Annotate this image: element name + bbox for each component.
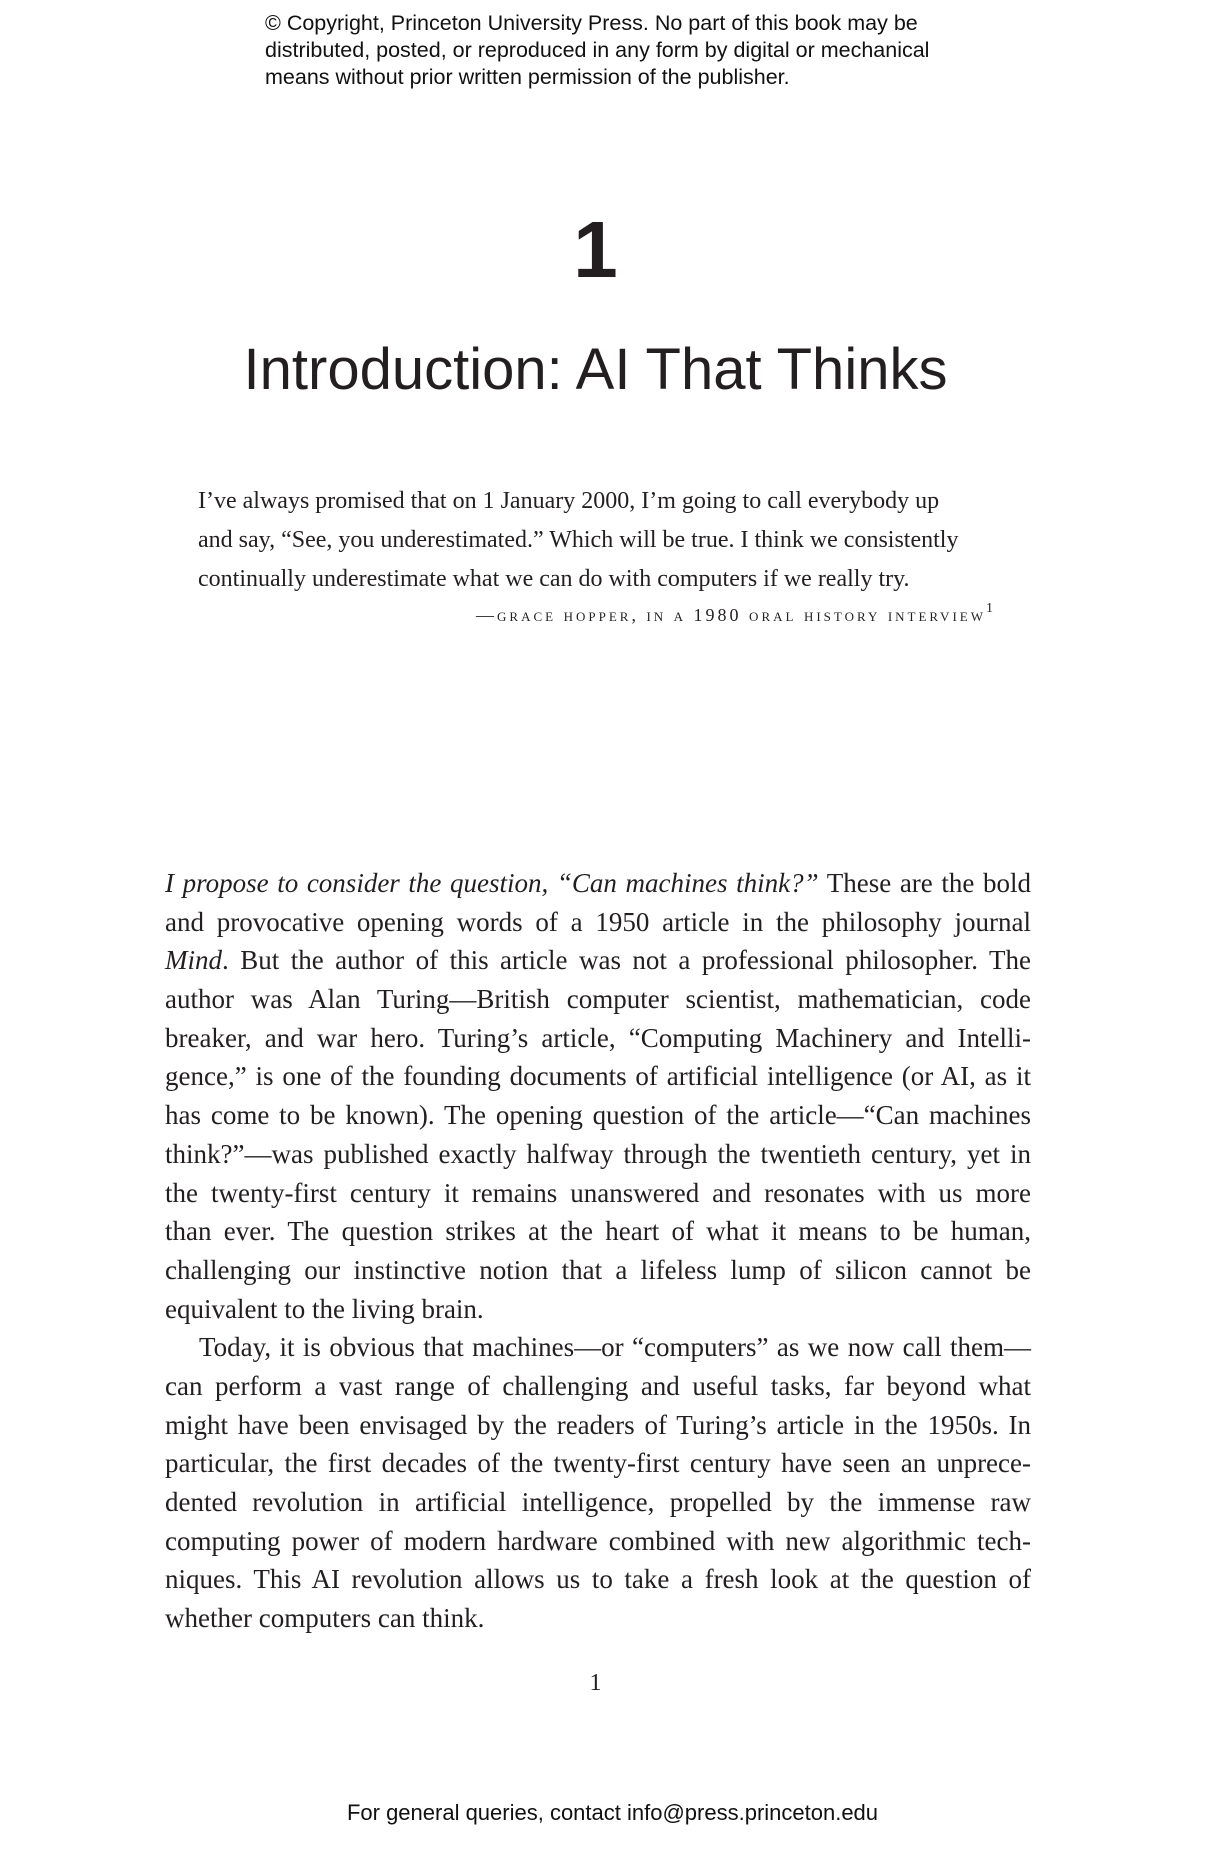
body-line: might have been envisaged by the readers of Turing’s article in the 1950s. In: [165, 1409, 1031, 1440]
journal-title: Mind: [165, 945, 222, 976]
epigraph-line: I’ve always promised that on 1 January 2000, I’m going to call everybody up: [198, 488, 940, 514]
chapter-title: Introduction: AI That Thinks: [243, 337, 948, 402]
body-line: breaker, and war hero. Turing’s article, “Computing Machinery and Intelli-: [165, 1022, 1031, 1053]
epigraph-line: and say, “See, you underestimated.” Which will be true. I think we consistently: [198, 527, 959, 553]
body-line: Mind. But the author of this article was not a professional philosopher. The: [165, 945, 1031, 976]
copyright-line: © Copyright, Princeton University Press. No part of this book may be: [265, 11, 918, 35]
body-line: dented revolution in artificial intelligence, propelled by the immense raw: [165, 1487, 1031, 1517]
body-line: think?”—was published exactly halfway through the twentieth century, yet in: [165, 1138, 1031, 1169]
body-text: [165, 864, 1031, 1638]
copyright-line: means without prior written permission of the publisher.: [265, 65, 790, 89]
body-line: Today, it is obvious that machines—or “computers” as we now call them—: [199, 1332, 1031, 1363]
body-line: and provocative opening words of a 1950 article in the philosophy journal: [165, 906, 1031, 937]
page-number: 1: [589, 1670, 602, 1696]
body-line: challenging our instinctive notion that a lifeless lump of silicon cannot be: [165, 1254, 1031, 1285]
body-line: the twenty-first century it remains unanswered and resonates with us more: [165, 1177, 1031, 1208]
italic-quote: I propose to consider the question, “Can machines think?”: [165, 868, 819, 898]
body-line: gence,” is one of the founding documents of artificial intelligence (or AI, as it: [165, 1061, 1031, 1092]
epigraph: [198, 482, 1018, 599]
copyright-line: distributed, posted, or reproduced in any form by digital or mechanical: [265, 38, 930, 62]
body-line: equivalent to the living brain.: [165, 1293, 484, 1324]
body-line: particular, the first decades of the twenty-first century have seen an unprece-: [165, 1448, 1031, 1479]
body-line: can perform a vast range of challenging and useful tasks, far beyond what: [165, 1370, 1031, 1401]
footnote-mark[interactable]: 1: [986, 601, 993, 616]
body-line: I propose to consider the question, “Can machines think?” These are the bold: [165, 868, 1031, 898]
body-line: than ever. The question strikes at the heart of what it means to be human,: [165, 1216, 1031, 1247]
copyright-notice: [265, 10, 1025, 91]
body-line: whether computers can think.: [165, 1603, 485, 1634]
epigraph-attribution: [198, 601, 993, 626]
body-line: author was Alan Turing—British computer scientist, mathematician, code: [165, 984, 1031, 1015]
epigraph-line: continually underestimate what we can do with computers if we really try.: [198, 566, 910, 592]
body-line: computing power of modern hardware combined with new algorithmic tech-: [165, 1525, 1031, 1556]
footer-contact: For general queries, contact info@press.princeton.edu: [346, 1800, 879, 1825]
body-line: has come to be known). The opening question of the article—“Can machines: [165, 1100, 1031, 1131]
chapter-number: 1: [573, 205, 618, 294]
body-line: niques. This AI revolution allows us to take a fresh look at the question of: [165, 1564, 1031, 1595]
attribution-text: —grace hopper, in a 1980 oral history interview: [476, 605, 986, 625]
